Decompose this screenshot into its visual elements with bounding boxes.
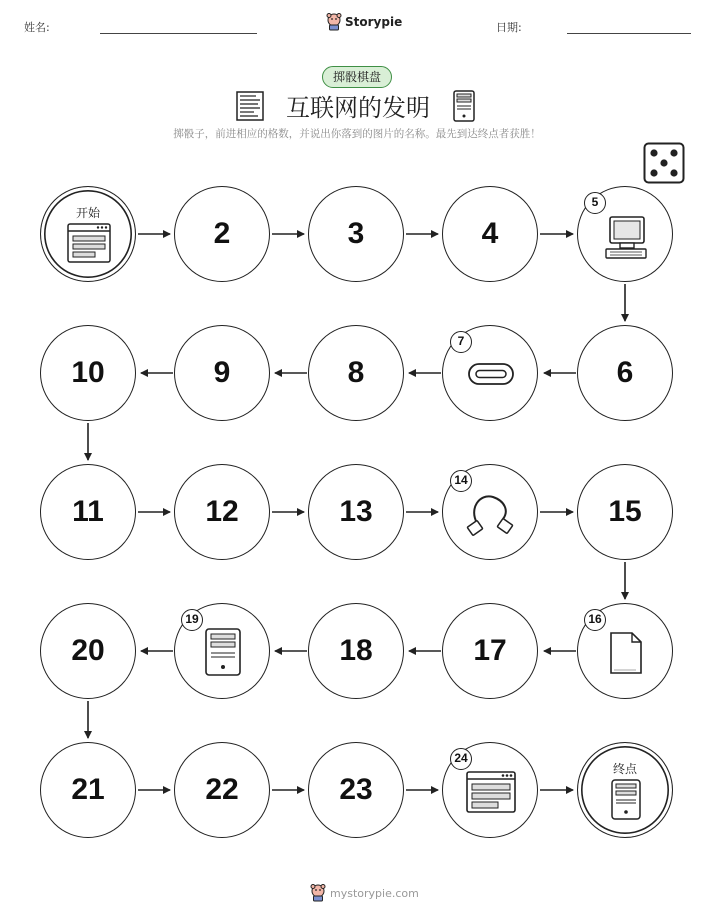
cell-number: 15: [608, 495, 642, 528]
usb-c-port-icon: [467, 362, 515, 386]
board-cell-3[interactable]: [308, 186, 404, 282]
date-label: 日期:: [496, 21, 522, 34]
cell-number: 6: [616, 356, 634, 389]
storypie-mascot-icon: [326, 13, 342, 31]
cell-number-badge: 24: [450, 748, 472, 770]
cell-number: 18: [339, 634, 373, 667]
cell-number: 23: [339, 773, 373, 806]
cell-number: 8: [347, 356, 365, 389]
board-cell-finish[interactable]: [577, 742, 673, 838]
cell-number: 22: [205, 773, 239, 806]
brand-logo: [326, 13, 402, 31]
dice-icon[interactable]: [643, 142, 685, 184]
server-tower-icon: [203, 628, 243, 678]
cell-number: 2: [213, 217, 231, 250]
ethernet-cable-icon: [465, 489, 517, 539]
cell-number: 9: [213, 356, 231, 389]
board-cell-15[interactable]: [577, 464, 673, 560]
board-cell-start[interactable]: [40, 186, 136, 282]
cell-number: 10: [71, 356, 105, 389]
board-cell-12[interactable]: [174, 464, 270, 560]
cell-number: 13: [339, 495, 373, 528]
cell-number: 20: [71, 634, 105, 667]
board-cell-8[interactable]: [308, 325, 404, 421]
brand-name: Storypie: [345, 15, 403, 29]
board-cell-6[interactable]: [577, 325, 673, 421]
browser-window-icon: [67, 223, 111, 263]
name-label: 姓名:: [24, 21, 50, 34]
cell-number-badge: 16: [584, 609, 606, 631]
cell-number-badge: 14: [450, 470, 472, 492]
cell-number: 3: [347, 217, 365, 250]
start-label: 开始: [75, 206, 100, 220]
cell-number: 12: [205, 495, 239, 528]
board-cell-22[interactable]: [174, 742, 270, 838]
finish-label: 终点: [612, 762, 637, 776]
cell-number: 21: [71, 773, 105, 806]
cell-number: 11: [72, 495, 104, 528]
board-cell-13[interactable]: [308, 464, 404, 560]
board-cell-2[interactable]: [174, 186, 270, 282]
date-line[interactable]: [567, 33, 691, 34]
board-cell-20[interactable]: [40, 603, 136, 699]
cell-number: 4: [481, 217, 499, 250]
server-tower-icon: [452, 90, 476, 122]
board-cell-23[interactable]: [308, 742, 404, 838]
document-list-icon: [236, 91, 264, 121]
footer-url[interactable]: mystorypie.com: [330, 886, 419, 900]
cell-number-badge: 19: [181, 609, 203, 631]
storypie-mascot-icon: [310, 884, 326, 902]
board-cell-17[interactable]: [442, 603, 538, 699]
game-type-badge: 掷骰棋盘: [322, 66, 392, 88]
browser-window-icon: [466, 771, 516, 813]
page-title: 互联网的发明: [286, 94, 430, 122]
board-cell-18[interactable]: [308, 603, 404, 699]
document-icon: [608, 630, 644, 676]
board-cell-21[interactable]: [40, 742, 136, 838]
cell-number-badge: 7: [450, 331, 472, 353]
board-cell-11[interactable]: [40, 464, 136, 560]
name-line[interactable]: [100, 33, 257, 34]
cell-number: 17: [473, 634, 507, 667]
instructions: 掷骰子，前进相应的格数，并说出你落到的图片的名称。最先到达终点者获胜！: [173, 128, 541, 140]
computer-icon: [602, 215, 650, 263]
server-tower-icon: [610, 779, 642, 821]
board-cell-4[interactable]: [442, 186, 538, 282]
board-cell-9[interactable]: [174, 325, 270, 421]
footer: [310, 884, 419, 902]
board-cell-10[interactable]: [40, 325, 136, 421]
cell-number-badge: 5: [584, 192, 606, 214]
